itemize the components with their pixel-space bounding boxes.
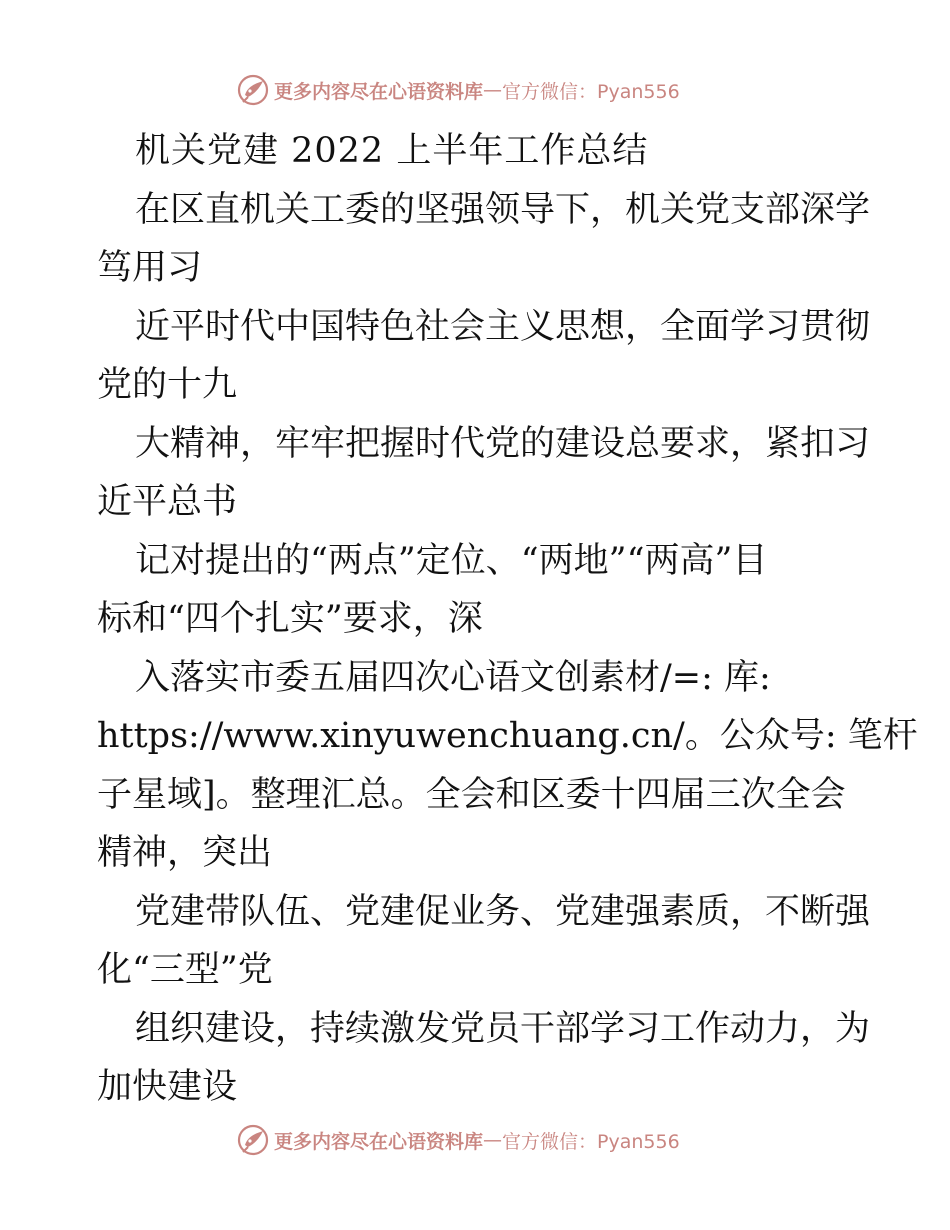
paragraph-line: 在区直机关工委的坚强领导下，机关党支部深学	[135, 189, 871, 230]
paragraph-line: 子星域]。整理汇总。全会和区委十四届三次全会	[97, 774, 846, 815]
paragraph-line: 记对提出的“两点”定位、“两地”“两高”目	[135, 540, 768, 581]
paragraph-line: 化“三型”党	[97, 950, 273, 990]
banner-wechat-text: 官方微信：Pyan556	[502, 80, 680, 103]
banner-separator: —	[483, 1129, 503, 1151]
pen-logo-icon	[236, 1123, 270, 1157]
footer-watermark-banner	[236, 1122, 680, 1158]
paragraph-line: 笃用习	[97, 248, 203, 288]
paragraph-line: 近平总书	[97, 482, 238, 522]
pen-logo-icon	[236, 73, 270, 107]
header-watermark-banner	[236, 72, 680, 108]
paragraph-line: 大精神，牢牢把握时代党的建设总要求，紧扣习	[135, 423, 871, 464]
banner-wechat-text: 官方微信：Pyan556	[502, 1130, 680, 1153]
paragraph-line: 近平时代中国特色社会主义思想，全面学习贯彻	[135, 306, 871, 347]
paragraph-line: 标和“四个扎实”要求，深	[97, 599, 483, 639]
paragraph-line: 入落实市委五届四次心语文创素材/=: 库:	[135, 657, 771, 698]
paragraph-line: 党建带队伍、党建促业务、党建强素质，不断强	[135, 891, 871, 932]
paragraph-line: 加快建设	[97, 1067, 238, 1107]
paragraph-line: 组织建设，持续激发党员干部学习工作动力，为	[135, 1008, 871, 1049]
banner-separator: —	[483, 79, 503, 101]
document-title: 机关党建 2022 上半年工作总结	[135, 131, 649, 171]
paragraph-line: 精神，突出	[97, 833, 273, 873]
paragraph-line: https://www.xinyuwenchuang.cn/。公众号: 笔杆	[97, 716, 918, 756]
banner-main-text: 更多内容尽在心语资料库	[274, 1130, 484, 1153]
banner-main-text: 更多内容尽在心语资料库	[274, 80, 484, 103]
document-body	[97, 122, 918, 1117]
paragraph-line: 党的十九	[97, 365, 238, 405]
